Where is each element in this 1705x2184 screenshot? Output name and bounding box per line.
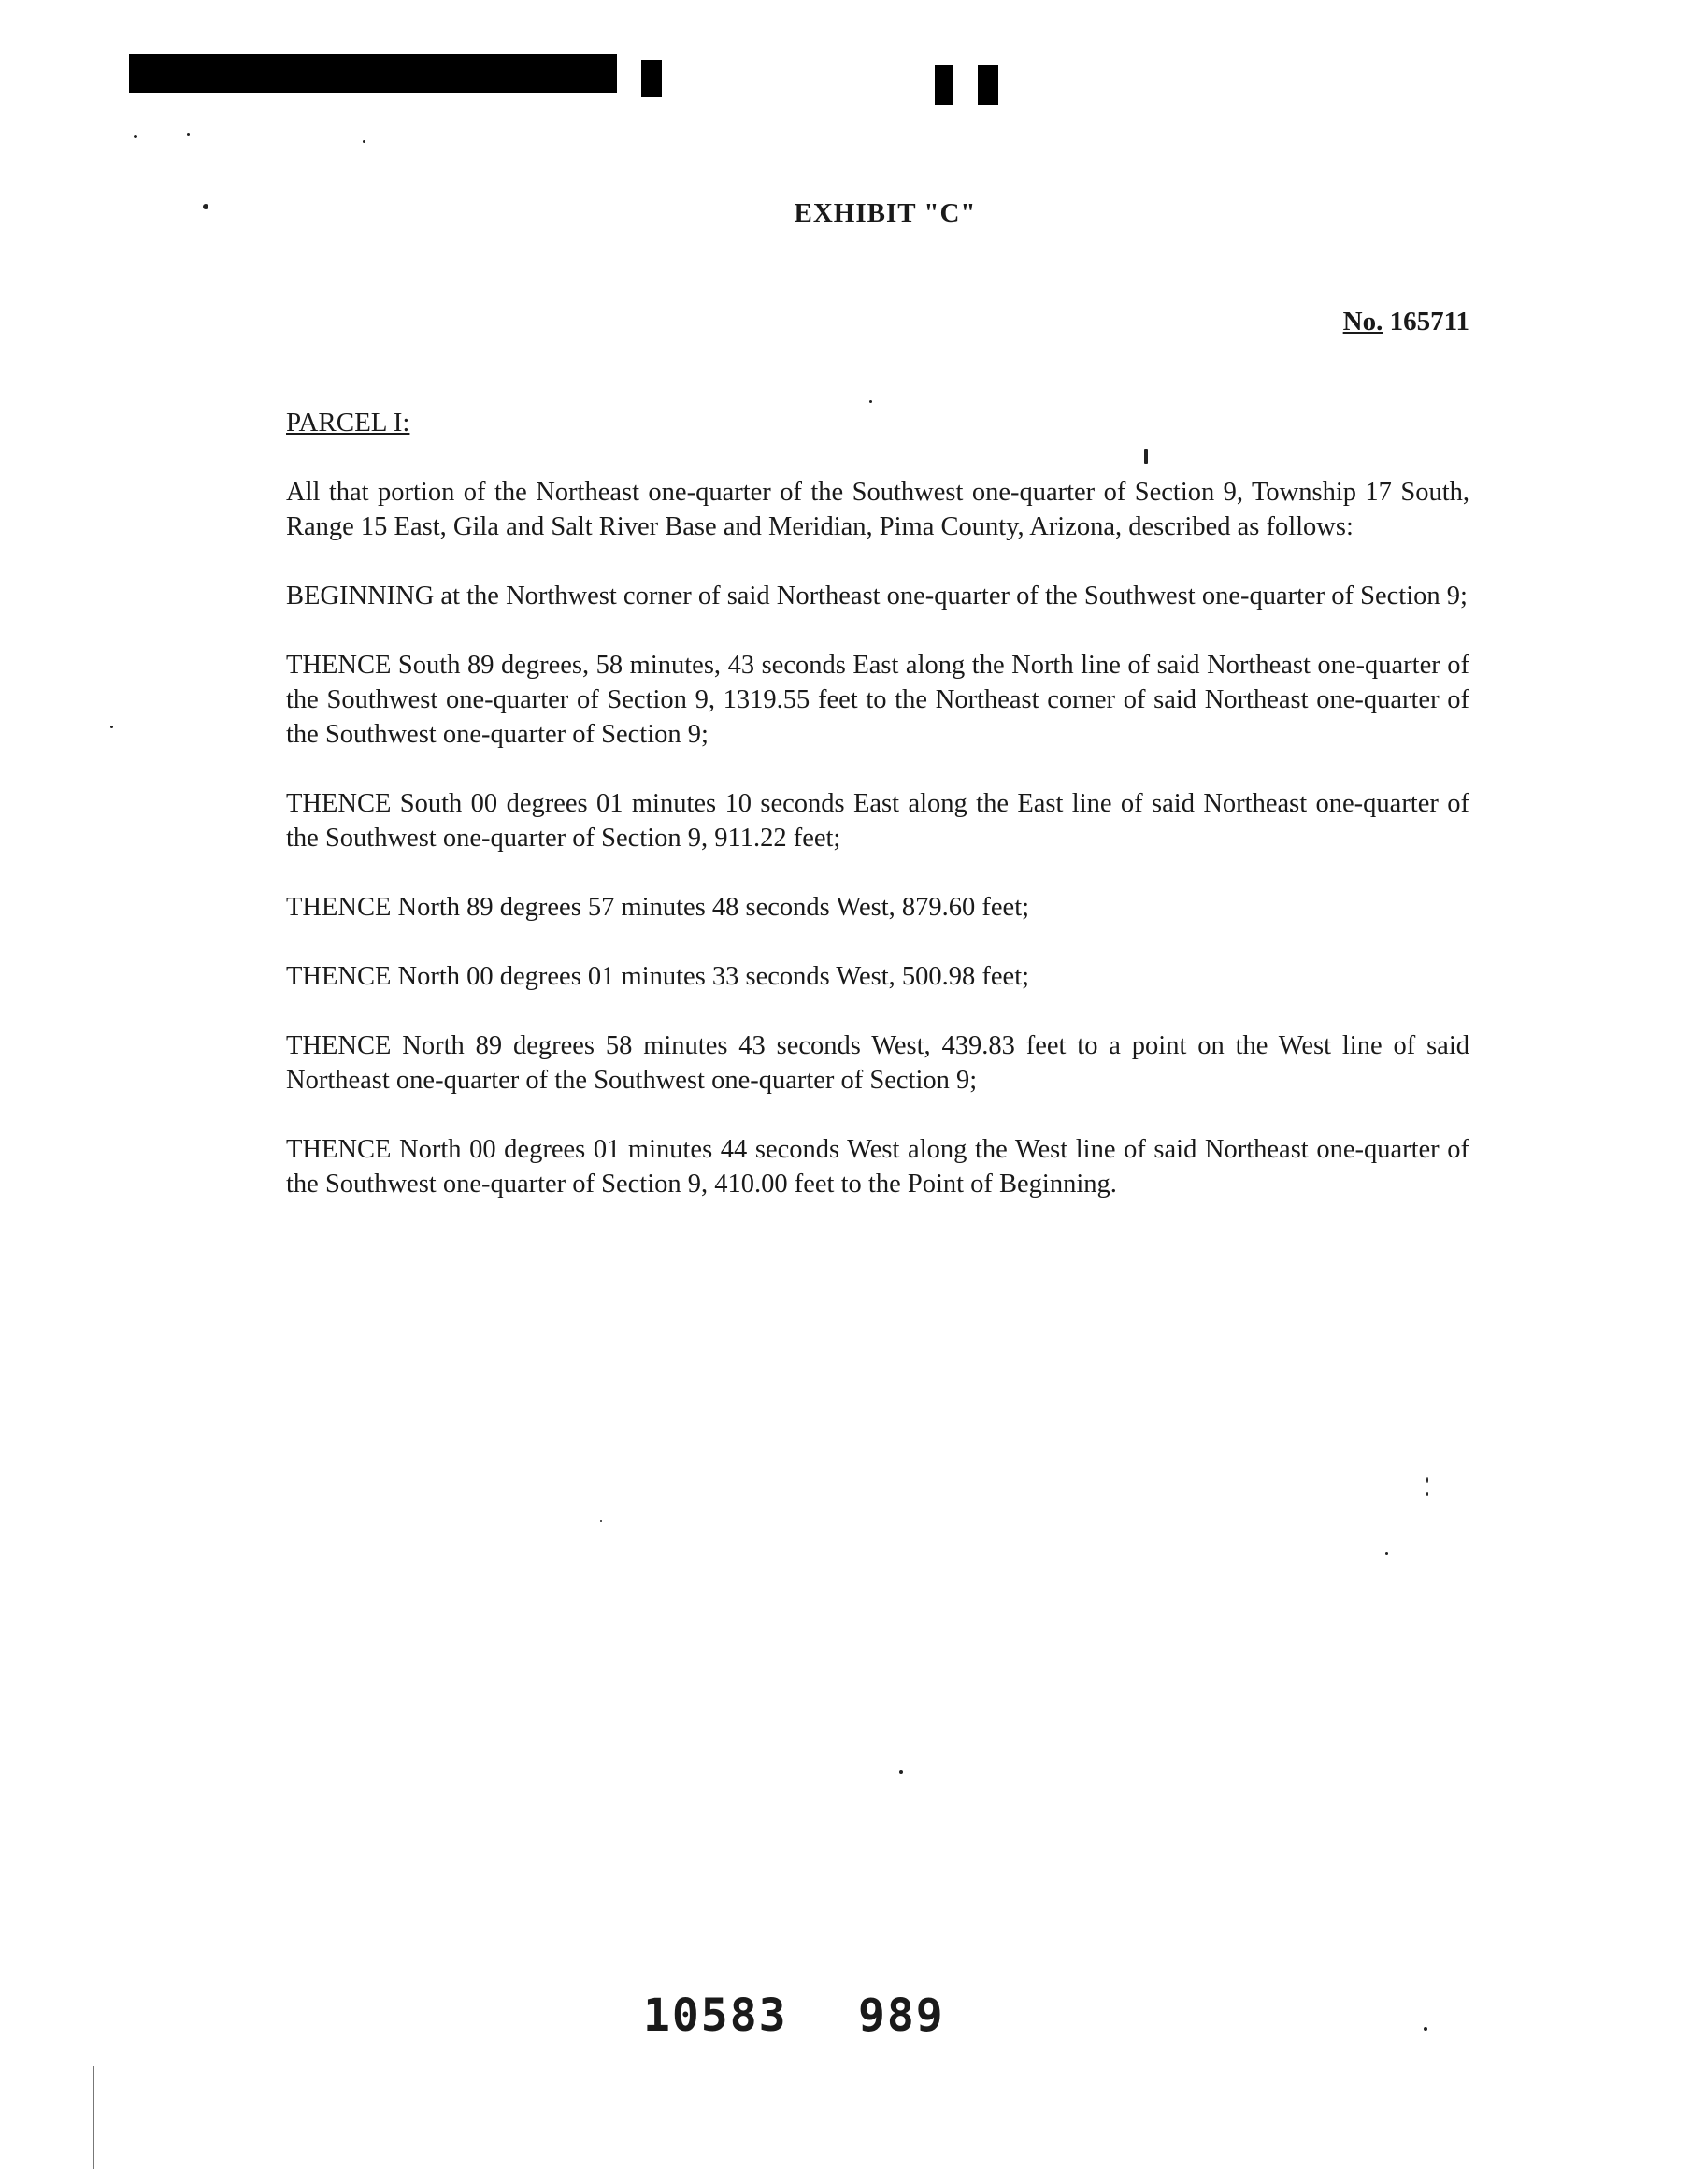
scan-speck xyxy=(600,1520,602,1522)
scan-speck xyxy=(869,400,872,403)
legal-paragraph-intro: All that portion of the Northeast one-quarter of the Southwest one-quarter of Section 9, Township 17 South, Range 15 East, Gila and Salt River Base and Meridian, Pima County, Arizona, described as follows: xyxy=(286,478,1469,541)
redaction-block xyxy=(935,65,953,105)
scan-speck xyxy=(134,135,137,138)
legal-description xyxy=(286,475,1469,1236)
legal-paragraph-course-2: THENCE South 00 degrees 01 minutes 10 seconds East along the East line of said Northeast one-quarter of the Southwest one-quarter of Section 9, 911.22 feet; xyxy=(286,789,1469,853)
scan-speck xyxy=(1426,1477,1428,1483)
legal-paragraph-course-4: THENCE North 00 degrees 01 minutes 33 seconds West, 500.98 feet; xyxy=(286,962,1030,991)
margin-scan-line xyxy=(93,2066,94,2169)
redaction-block xyxy=(978,65,998,105)
legal-paragraph-course-6: THENCE North 00 degrees 01 minutes 44 seconds West along the West line of said Northeast one-quarter of the Southwest one-quarter of Section 9, 410.00 feet to the Point of Beginning. xyxy=(286,1135,1469,1199)
scan-speck xyxy=(363,140,365,143)
legal-paragraph-course-5: THENCE North 89 degrees 58 minutes 43 seconds West, 439.83 feet to a point on the West line of said Northeast one-quarter of the Southwest one-quarter of Section 9; xyxy=(286,1031,1469,1095)
legal-paragraph-course-3: THENCE North 89 degrees 57 minutes 48 seconds West, 879.60 feet; xyxy=(286,893,1030,922)
scan-speck xyxy=(1385,1552,1388,1555)
redaction-bar xyxy=(129,54,617,93)
scan-speck xyxy=(187,133,190,136)
scan-speck xyxy=(1426,1492,1428,1496)
legal-paragraph-beginning: BEGINNING at the Northwest corner of said Northeast one-quarter of the Southwest one-quarter of Section 9; xyxy=(286,582,1468,611)
scan-speck xyxy=(1144,449,1148,464)
legal-paragraph-course-1: THENCE South 89 degrees, 58 minutes, 43 seconds East along the North line of said Northeast one-quarter of the Southwest one-quarter of Section 9, 1319.55 feet to the Northeast corner of said Northeast one-quarter of the Southwest one-quarter of Section 9; xyxy=(286,651,1469,749)
document-number-value: 165711 xyxy=(1389,307,1469,337)
scan-speck xyxy=(1424,2027,1427,2031)
document-number xyxy=(1343,307,1469,338)
recording-page-number: 989 xyxy=(858,1990,945,2042)
scan-speck xyxy=(110,726,113,728)
scan-speck xyxy=(899,1770,903,1774)
exhibit-title: EXHIBIT "C" xyxy=(794,198,977,228)
document-number-label: No. xyxy=(1342,307,1383,337)
redaction-block xyxy=(641,60,662,97)
parcel-heading: PARCEL I: xyxy=(286,408,410,438)
recording-book-number: 10583 xyxy=(643,1990,788,2042)
